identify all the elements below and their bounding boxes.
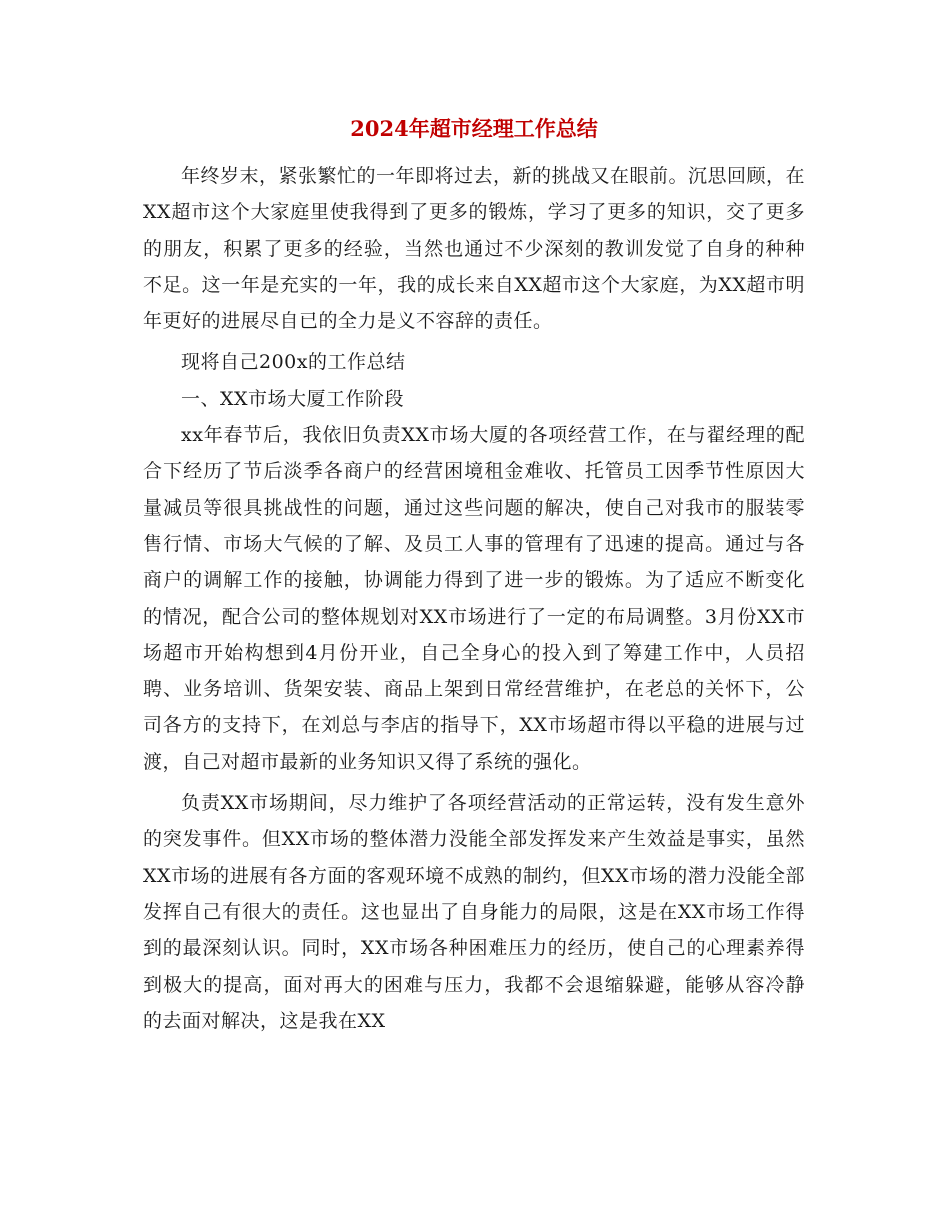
section-heading-1: 一、XX市场大厦工作阶段 bbox=[181, 387, 405, 410]
paragraph-summary-lead: 现将自己200x的工作总结 bbox=[181, 351, 406, 374]
document-title: 2024年超市经理工作总结 bbox=[350, 116, 598, 141]
document-body bbox=[143, 158, 805, 1039]
paragraph-section-1: xx年春节后，我依旧负责XX市场大厦的各项经营工作，在与翟经理的配合下经历了节后淡季各商户的经营困境租金难收、托管员工因季节性原因大量减员等很具挑战性的问题，通过这些问题的解决，使自己对我市的服装零售行情、市场大气候的了解、及员工人事的管理有了迅速的提高。通过与各商户的调解工作的接触，协调能力得到了进一步的锻炼。为了适应不断变化的情况，配合公司的整体规划对XX市场进行了一定的布局调整。3月份XX市场超市开始构想到4月份开业，自己全身心的投入到了筹建工作中，人员招聘、业务培训、货架安装、商品上架到日常经营维护，在老总的关怀下，公司各方的支持下，在刘总与李店的指导下，XX市场超市得以平稳的进展与过渡，自己对超市最新的业务知识又得了系统的强化。 bbox=[143, 424, 805, 773]
paragraph-intro: 年终岁末，紧张繁忙的一年即将过去，新的挑战又在眼前。沉思回顾，在XX超市这个大家庭里使我得到了更多的锻炼，学习了更多的知识，交了更多的朋友，积累了更多的经验，当然也通过不少深刻的教训发觉了自身的种种不足。这一年是充实的一年，我的成长来自XX超市这个大家庭，为XX超市明年更好的进展尽自已的全力是义不容辞的责任。 bbox=[143, 165, 806, 333]
paragraph-section-1-reflection: 负责XX市场期间，尽力维护了各项经营活动的正常运转，没有发生意外的突发事件。但XX市场的整体潜力没能全部发挥发来产生效益是事实，虽然XX市场的进展有各方面的客观环境不成熟的制约，但XX市场的潜力没能全部发挥自己有很大的责任。这也显出了自身能力的局限，这是在XX市场工作得到的最深刻认识。同时，XX市场各种困难压力的经历，使自己的心理素养得到极大的提高，面对再大的困难与压力，我都不会退缩躲避，能够从容冷静的去面对解决，这是我在XX bbox=[143, 792, 805, 1032]
